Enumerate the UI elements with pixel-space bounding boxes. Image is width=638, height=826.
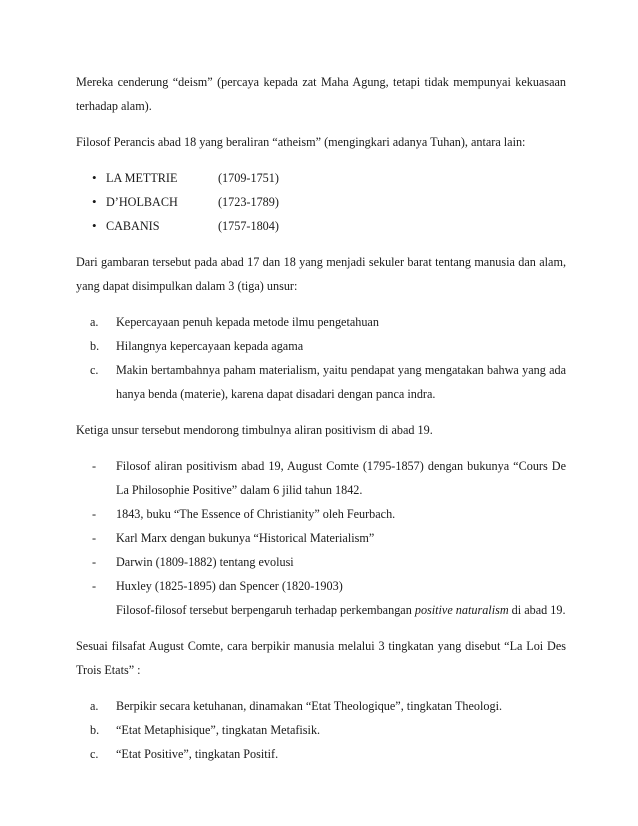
- list-text: Karl Marx dengan bukunya “Historical Materialism”: [116, 531, 375, 545]
- list-item: [76, 694, 566, 718]
- paragraph-comte: Sesuai filsafat August Comte, cara berpikir manusia melalui 3 tingkatan yang disebut “La Loi Des Trois Etats” :: [76, 639, 566, 677]
- philosopher-list: [76, 166, 566, 238]
- tingkatan-list: [76, 694, 566, 766]
- philosopher-years: (1757-1804): [218, 219, 279, 233]
- list-marker: a.: [90, 699, 99, 713]
- paragraph-summary: Dari gambaran tersebut pada abad 17 dan 18 yang menjadi sekuler barat tentang manusia dan alam, yang dapat disimpulkan dalam 3 (tiga) unsur:: [76, 255, 566, 293]
- philosopher-name: • D’HOLBACH: [106, 195, 178, 209]
- list-text: Filosof aliran positivism abad 19, August Comte (1795-1857) dengan bukunya “Cours De La Philosophie Positive” dalam 6 jilid tahun 1842.: [116, 459, 566, 497]
- influence-text-before: Filosof-filosof tersebut berpengaruh terhadap perkembangan: [116, 603, 415, 617]
- list-text: 1843, buku “The Essence of Christianity” oleh Feurbach.: [116, 507, 396, 521]
- list-item: [76, 454, 566, 502]
- paragraph-deism: Mereka cenderung “deism” (percaya kepada zat Maha Agung, tetapi tidak mempunyai kekuasaan terhadap alam).: [76, 75, 566, 113]
- list-item: [76, 358, 566, 406]
- list-marker: -: [92, 459, 97, 473]
- positivism-list: [76, 454, 566, 598]
- influence-term: positive naturalism: [414, 603, 509, 617]
- list-text: Hilangnya kepercayaan kepada agama: [116, 339, 304, 353]
- list-marker: a.: [90, 315, 99, 329]
- list-item: [76, 718, 566, 742]
- list-item: [76, 310, 566, 334]
- list-text: Kepercayaan penuh kepada metode ilmu pengetahuan: [116, 315, 379, 329]
- philosopher-years: (1709-1751): [218, 171, 279, 185]
- list-item: [94, 190, 566, 214]
- list-marker: c.: [90, 747, 99, 761]
- list-text: Makin bertambahnya paham materialism, yaitu pendapat yang mengatakan bahwa yang ada hanya benda (materie), karena dapat disadari dengan panca indra.: [116, 363, 566, 401]
- unsur-list: [76, 310, 566, 406]
- list-marker: c.: [90, 363, 99, 377]
- list-item: [76, 550, 566, 574]
- list-marker: -: [92, 579, 97, 593]
- list-marker: -: [92, 531, 97, 545]
- list-text: Berpikir secara ketuhanan, dinamakan “Etat Theologique”, tingkatan Theologi.: [116, 699, 503, 713]
- list-item: [94, 166, 566, 190]
- list-marker: -: [92, 555, 97, 569]
- list-item: [94, 214, 566, 238]
- list-marker: b.: [90, 339, 100, 353]
- list-marker: -: [92, 507, 97, 521]
- list-text: Darwin (1809-1882) tentang evolusi: [116, 555, 294, 569]
- influence-text-after: di abad 19.: [508, 603, 566, 617]
- philosopher-years: (1723-1789): [218, 195, 279, 209]
- philosopher-name: • CABANIS: [106, 219, 160, 233]
- influence-note: [76, 598, 566, 622]
- paragraph-positivism: Ketiga unsur tersebut mendorong timbulnya aliran positivism di abad 19.: [76, 423, 433, 437]
- list-item: [76, 574, 566, 598]
- philosopher-name: • LA METTRIE: [106, 171, 178, 185]
- list-marker: b.: [90, 723, 100, 737]
- list-text: Huxley (1825-1895) dan Spencer (1820-1903): [116, 579, 343, 593]
- list-text: “Etat Positive”, tingkatan Positif.: [116, 747, 279, 761]
- list-item: [76, 502, 566, 526]
- paragraph-atheism: Filosof Perancis abad 18 yang beraliran “atheism” (mengingkari adanya Tuhan), antara lain:: [76, 135, 526, 149]
- list-item: [76, 526, 566, 550]
- list-text: “Etat Metaphisique”, tingkatan Metafisik.: [116, 723, 321, 737]
- document-page: [76, 70, 566, 766]
- list-item: [76, 334, 566, 358]
- list-item: [76, 742, 566, 766]
